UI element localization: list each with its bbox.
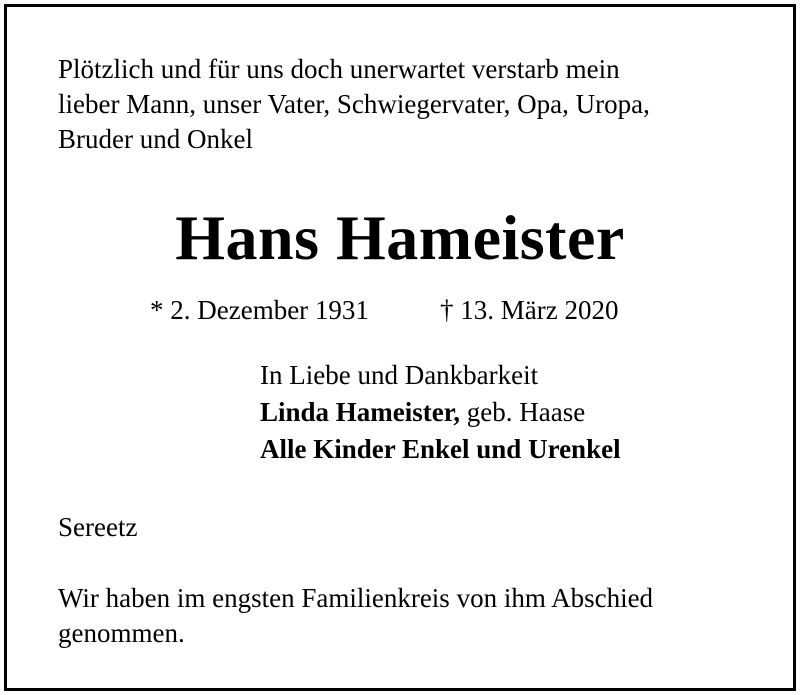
- dedication-line: In Liebe und Dankbarkeit: [260, 360, 539, 390]
- relatives-line: Alle Kinder Enkel und Urenkel: [260, 434, 621, 464]
- spouse-line: [260, 394, 621, 431]
- birth-date: * 2. Dezember 1931: [150, 295, 369, 325]
- closing-text: [58, 581, 758, 651]
- intro-text: [58, 52, 758, 157]
- intro-line: lieber Mann, unser Vater, Schwiegervater, Opa, Uropa,: [58, 89, 650, 119]
- deceased-name: Hans Hameister: [175, 202, 625, 273]
- intro-line: Plötzlich und für uns doch unerwartet verstarb mein: [58, 54, 620, 84]
- closing-line: Wir haben im engsten Familienkreis von ihm Abschied: [58, 583, 654, 613]
- place-name: Sereetz: [58, 512, 138, 542]
- death-date: † 13. März 2020: [440, 295, 619, 325]
- closing-line: genommen.: [58, 618, 185, 648]
- spouse-name: Linda Hameister,: [260, 397, 461, 427]
- spouse-maiden-name: geb. Haase: [466, 397, 586, 427]
- family-block: [260, 357, 621, 468]
- intro-line: Bruder und Onkel: [58, 124, 253, 154]
